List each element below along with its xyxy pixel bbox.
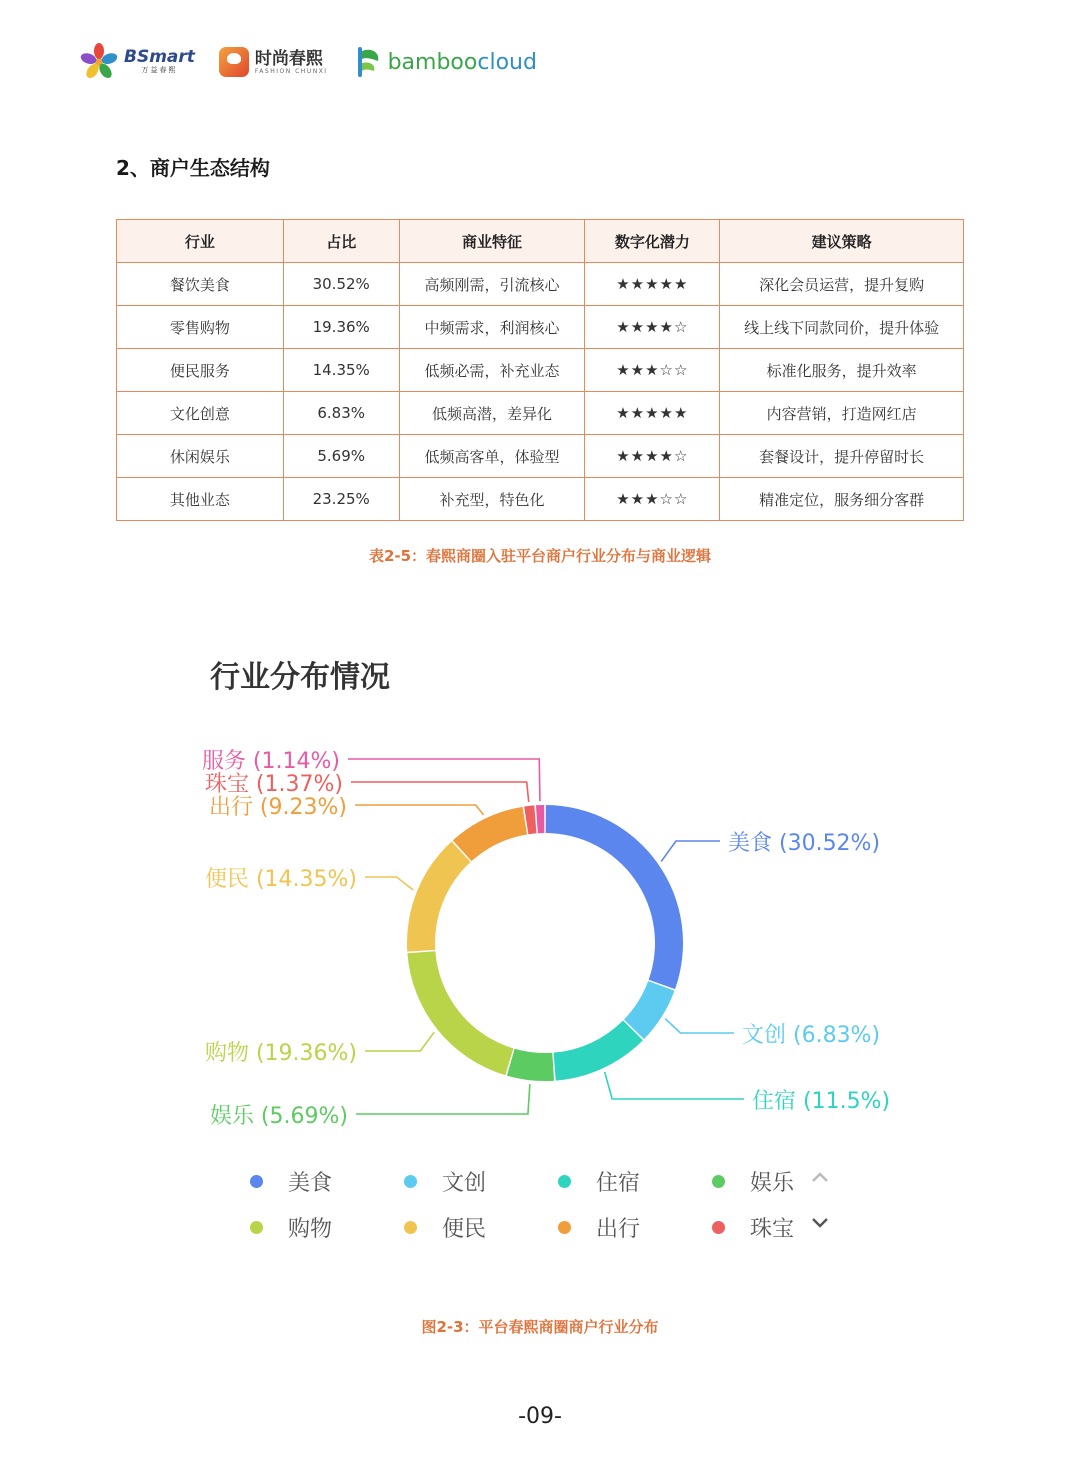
legend-dot [250, 1221, 263, 1234]
data-label-珠宝: 珠宝 (1.37%) [204, 772, 343, 797]
legend-down-icon[interactable] [810, 1214, 830, 1235]
legend-item-娱乐[interactable] [712, 1166, 794, 1197]
legend-dot [558, 1221, 571, 1234]
data-label-美食: 美食 (30.52%) [728, 831, 881, 856]
header-logos [80, 40, 537, 84]
cell-industry: 便民服务 [117, 349, 284, 392]
cell-feature: 低频高潜，差异化 [399, 392, 585, 435]
cell-feature: 补充型，特色化 [399, 478, 585, 521]
cell-strategy: 标准化服务，提升效率 [720, 349, 964, 392]
slice-娱乐[interactable] [507, 1049, 554, 1081]
legend-item-购物[interactable] [250, 1212, 332, 1243]
merchant-industry-table [116, 219, 964, 521]
cell-strategy: 线上线下同款同价，提升体验 [720, 306, 964, 349]
leader-line-便民 [365, 877, 413, 890]
col-header-strategy: 建议策略 [720, 220, 964, 263]
panda-icon [219, 47, 249, 77]
legend-up-icon[interactable] [810, 1168, 830, 1189]
legend-label: 购物 [288, 1217, 333, 1242]
cell-strategy: 深化会员运营，提升复购 [720, 263, 964, 306]
bsmart-flower-icon [80, 43, 118, 81]
bsmart-logo [80, 43, 195, 81]
cell-stars: ★★★★★ [585, 263, 720, 306]
bamboo-text: bamboo [387, 49, 478, 75]
cloud-text: cloud [477, 49, 537, 75]
data-label-文创: 文创 (6.83%) [742, 1023, 881, 1048]
data-label-购物: 购物 (19.36%) [204, 1041, 357, 1066]
leader-line-文创 [665, 1019, 734, 1033]
page-number: -09- [518, 1404, 562, 1429]
legend-label: 文创 [442, 1171, 487, 1196]
cell-share: 14.35% [283, 349, 399, 392]
chart-title: 行业分布情况 [210, 660, 390, 695]
legend-dot [712, 1221, 725, 1234]
cell-stars: ★★★☆☆ [585, 478, 720, 521]
fashion-sub: FASHION CHUNXI [254, 67, 328, 75]
cell-feature: 高频刚需，引流核心 [399, 263, 585, 306]
legend-label: 娱乐 [750, 1171, 795, 1196]
cell-feature: 低频必需，补充业态 [399, 349, 585, 392]
bsmart-sub: 万益春熙 [141, 66, 178, 74]
cell-strategy: 套餐设计，提升停留时长 [720, 435, 964, 478]
legend-item-文创[interactable] [404, 1166, 486, 1197]
data-label-便民: 便民 (14.35%) [204, 867, 357, 892]
slice-服务[interactable] [536, 805, 544, 833]
cell-share: 19.36% [283, 306, 399, 349]
cell-share: 23.25% [283, 478, 399, 521]
col-header-industry: 行业 [117, 220, 284, 263]
bsmart-name: BSmart [124, 47, 195, 67]
table-row [117, 435, 964, 478]
leader-line-购物 [365, 1032, 434, 1051]
fashion-name: 时尚春熙 [254, 48, 323, 69]
table-row [117, 306, 964, 349]
bamboo-leaf-icon [352, 45, 382, 79]
cell-stars: ★★★★★ [585, 392, 720, 435]
cell-feature: 中频需求，利润核心 [399, 306, 585, 349]
legend-label: 住宿 [596, 1171, 641, 1196]
legend-dot [404, 1221, 417, 1234]
slice-美食[interactable] [546, 805, 683, 989]
cell-strategy: 内容营销，打造网红店 [720, 392, 964, 435]
cell-stars: ★★★☆☆ [585, 349, 720, 392]
cell-feature: 低频高客单，体验型 [399, 435, 585, 478]
cell-industry: 文化创意 [117, 392, 284, 435]
leader-line-娱乐 [356, 1084, 530, 1114]
table-row [117, 349, 964, 392]
table-row [117, 263, 964, 306]
data-label-娱乐: 娱乐 (5.69%) [209, 1104, 348, 1129]
col-header-digital-potential: 数字化潜力 [585, 220, 720, 263]
legend-dot [250, 1175, 263, 1188]
legend-dot [712, 1175, 725, 1188]
data-label-服务: 服务 (1.14%) [201, 749, 340, 774]
cell-stars: ★★★★☆ [585, 306, 720, 349]
section-title: 2、商户生态结构 [116, 156, 270, 180]
legend-item-出行[interactable] [558, 1212, 640, 1243]
cell-industry: 零售购物 [117, 306, 284, 349]
slice-购物[interactable] [407, 951, 513, 1075]
leader-line-服务 [348, 759, 540, 801]
col-header-share: 占比 [283, 220, 399, 263]
legend-dot [404, 1175, 417, 1188]
bamboocloud-logo [352, 45, 537, 79]
data-label-住宿: 住宿 (11.5%) [752, 1089, 891, 1114]
cell-strategy: 精准定位，服务细分客群 [720, 478, 964, 521]
data-label-出行: 出行 (9.23%) [208, 795, 347, 820]
table-header-row [117, 220, 964, 263]
legend-label: 出行 [596, 1217, 641, 1242]
slice-出行[interactable] [453, 807, 527, 861]
legend-label: 珠宝 [750, 1217, 795, 1242]
legend-item-珠宝[interactable] [712, 1212, 794, 1243]
slice-便民[interactable] [407, 841, 471, 951]
legend-dot [558, 1175, 571, 1188]
fashion-chunxi-logo [219, 47, 328, 77]
cell-industry: 休闲娱乐 [117, 435, 284, 478]
legend-item-便民[interactable] [404, 1212, 486, 1243]
leader-line-珠宝 [351, 782, 529, 802]
bamboocloud-name [388, 50, 537, 75]
table-row [117, 478, 964, 521]
cell-stars: ★★★★☆ [585, 435, 720, 478]
cell-share: 6.83% [283, 392, 399, 435]
legend-label: 美食 [288, 1171, 333, 1196]
table-caption: 表2-5：春熙商圈入驻平台商户行业分布与商业逻辑 [368, 547, 712, 565]
industry-donut-chart [0, 700, 1080, 1160]
leader-line-住宿 [605, 1072, 744, 1099]
leader-line-美食 [661, 841, 720, 861]
cell-industry: 其他业态 [117, 478, 284, 521]
legend-label: 便民 [442, 1217, 487, 1242]
legend-item-美食[interactable] [250, 1166, 332, 1197]
figure-caption: 图2-3：平台春熙商圈商户行业分布 [421, 1318, 659, 1336]
cell-share: 30.52% [283, 263, 399, 306]
leader-line-出行 [355, 805, 484, 815]
slice-住宿[interactable] [554, 1021, 643, 1081]
col-header-feature: 商业特征 [399, 220, 585, 263]
cell-share: 5.69% [283, 435, 399, 478]
legend-item-住宿[interactable] [558, 1166, 640, 1197]
table-row [117, 392, 964, 435]
cell-industry: 餐饮美食 [117, 263, 284, 306]
